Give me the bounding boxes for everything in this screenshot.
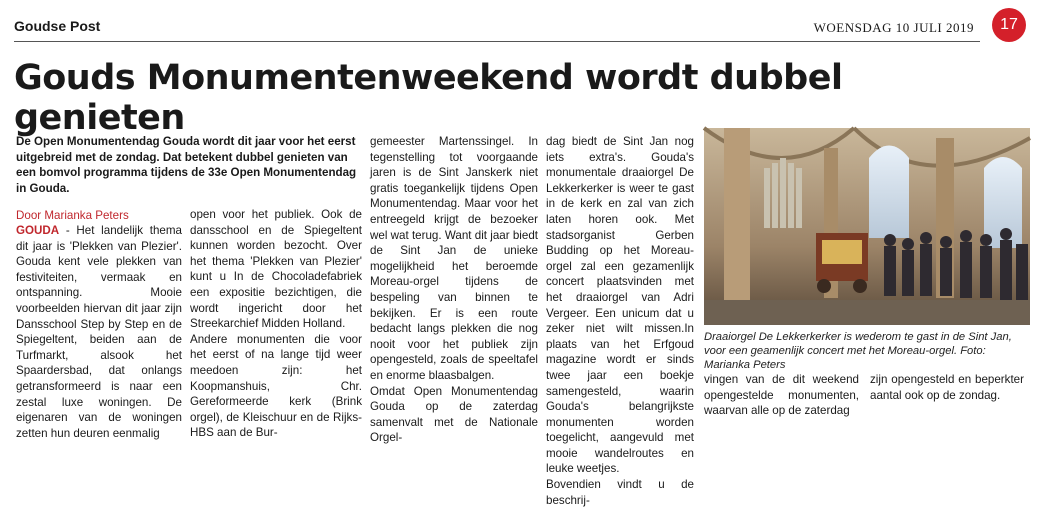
body-column-6: [870, 372, 1024, 403]
header-rule: [14, 41, 980, 42]
article-headline: Gouds Monumentenweekend wordt dubbel genieten: [14, 58, 843, 138]
body-paragraph: Andere monumenten die voor het eerst of na lange tijd weer meedoen zijn: het Koopmanshuis, Chr. Gereformeerde kerk (Brink orgel), de Kleischuur en de Rijks-HBS aan de Bur-: [190, 332, 362, 440]
body-column-2: [190, 207, 362, 441]
body-paragraph: zijn opengesteld en beperkter aantal ook op de zondag.: [870, 373, 1024, 402]
page-header: [14, 6, 1026, 42]
body-column-4: [546, 134, 694, 508]
body-paragraph: [16, 223, 182, 441]
body-paragraph: vingen van de dit weekend opengestelde monumenten, waarvan alle op de zaterdag: [704, 373, 859, 418]
body-column-3: [370, 134, 538, 446]
byline: Door Marianka Peters: [16, 209, 129, 222]
page-number-badge: 17: [992, 8, 1026, 42]
body-paragraph: Bovendien vindt u de beschrij-: [546, 478, 694, 507]
publication-name: Goudse Post: [14, 18, 101, 34]
church-interior-photo: [704, 128, 1030, 325]
body-column-1: [16, 223, 182, 441]
body-text: - Het landelijk thema dit jaar is 'Plekken van Plezier'. Gouda kent vele plekken van festiviteiten, vermaak en ontspanning. Mooie voorbeelden hiervan dit jaar zijn Dansschool Step by Step en de Spiegeltent, beiden aan de Turfmarkt, alsook het Spaardersbad, dat onlangs getransformeerd is naar een zestal luxe woningen. De eigenaren van de woningen zetten hun deuren eenmalig: [16, 224, 182, 440]
body-paragraph: gemeester Martenssingel. In tegenstelling tot voorgaande jaren is de Sint Janskerk niet gratis toegankelijk tijdens Open Monumentendag. Maar voor het entreegeld krijgt de bezoeker wel wat terug. Want dit jaar biedt de Sint Jan de unieke mogelijkheid het beroemde Moreau-orgel tijdens de bespeling van binnen te bekijken. Er is een route bedacht langs plekken die nog nooit voor het publiek zijn opengesteld, zoals de speeltafel en enorme blaasbalgen.: [370, 135, 538, 382]
body-paragraph: Omdat Open Monumentendag Gouda op de zaterdag samenvalt met de Nationale Orgel-: [370, 384, 538, 445]
photo-caption: Draaiorgel De Lekkerkerker is wederom te gast in de Sint Jan, voor een geamenlijk concert met het Moreau-orgel. Foto: Marianka Peters: [704, 331, 1012, 371]
body-paragraph: dag biedt de Sint Jan nog iets extra's. Gouda's monumentale draaiorgel De Lekkerkerker is weer te gast in de kerk en zal van zich laten horen ook. Met stadsorganist Gerben Budding op het Moreau-orgel zal een gezamenlijk concert plaatsvinden met het draaiorgel van Adri Vergeer. Een unicum dat u zeker niet wilt missen.In plaats van het Erfgoud magazine wordt er sinds twee jaar een boekje samengesteld, waarin Gouda's belangrijkste monumenten worden toegelicht, aangevuld met mooie wandelroutes en leuke weetjes.: [546, 135, 694, 476]
body-paragraph: open voor het publiek. Ook de dansschool en de Spiegeltent kunnen worden bezocht. Over het thema 'Plekken van Plezier' kunt u In de Chocoladefabriek een expositie bezichtigen, die wordt ingericht door het Streekarchief Midden Holland.: [190, 208, 362, 331]
dateline-location: GOUDA: [16, 224, 60, 237]
body-column-5: [704, 372, 859, 419]
article-photo: [704, 128, 1030, 325]
issue-date: WOENSDAG 10 JULI 2019: [813, 20, 974, 35]
article-lede: De Open Monumentendag Gouda wordt dit jaar voor het eerst uitgebreid met de zondag. Dat betekent dubbel genieten van een bomvol programma tijdens de 33e Open Monumentendag in Gouda.: [16, 135, 357, 195]
